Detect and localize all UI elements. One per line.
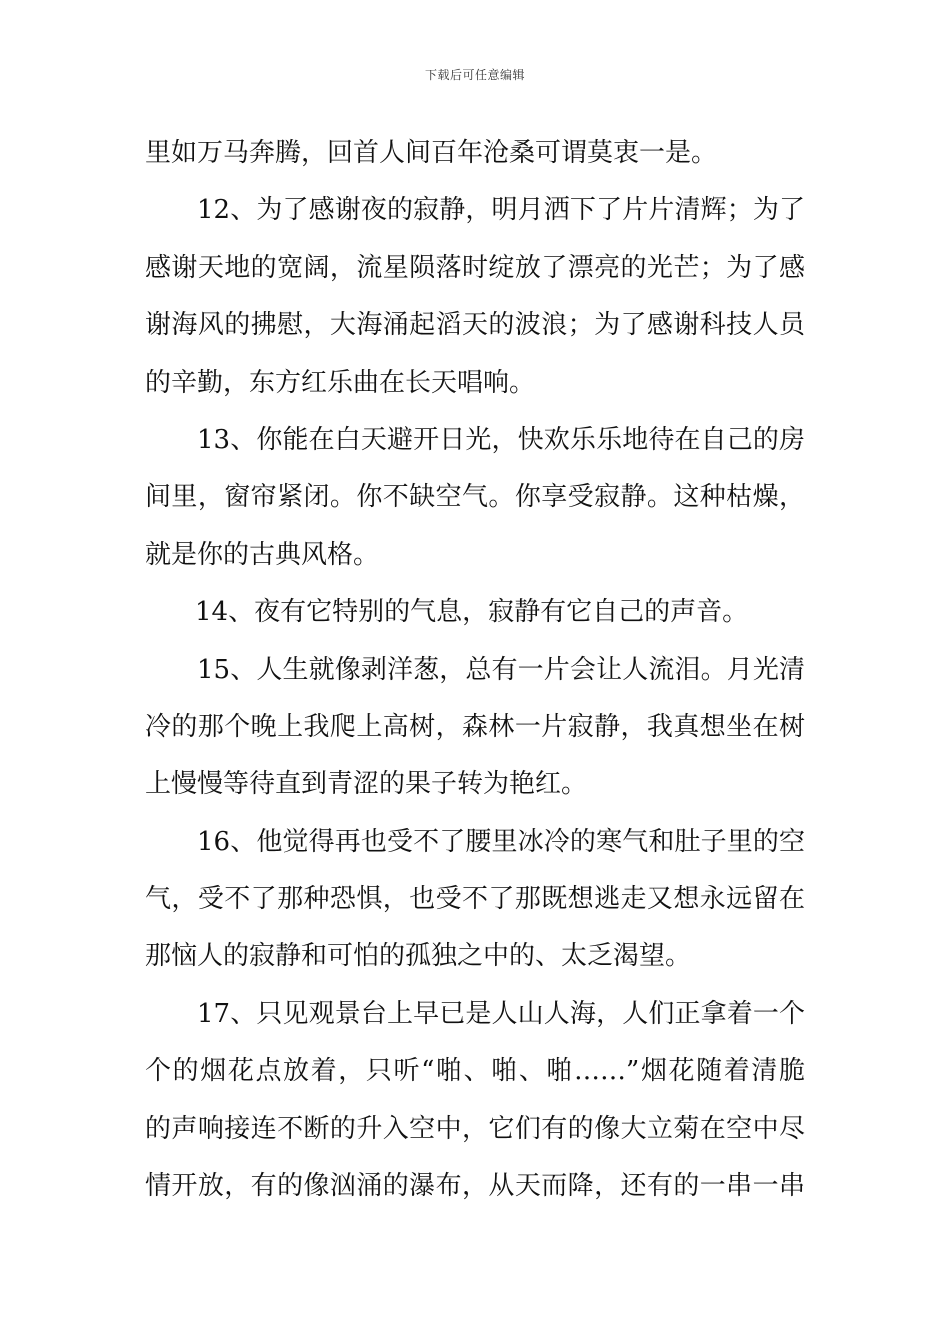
- page-header: 下载后可任意编辑: [424, 68, 525, 82]
- paragraph-line: 那恼人的寂静和可怕的孤独之中的、太乏渴望。: [145, 941, 692, 972]
- paragraph-line: 15、人生就像剥洋葱，总有一片会让人流泪。月光清: [197, 654, 805, 685]
- paragraph-line: 谢海风的拂慰，大海涌起滔天的波浪；为了感谢科技人员: [145, 310, 805, 341]
- paragraph-line: 就是你的古典风格。: [145, 539, 380, 570]
- paragraph-line: 14、夜有它特别的气息，寂静有它自己的声音。: [195, 597, 749, 628]
- paragraph-line: 气，受不了那种恐惧，也受不了那既想逃走又想永远留在: [145, 884, 805, 915]
- paragraph-line: 个的烟花点放着，只听“啪、啪、啪……”烟花随着清脆: [145, 1056, 805, 1087]
- paragraph-line: 间里，窗帘紧闭。你不缺空气。你享受寂静。这种枯燥，: [145, 482, 805, 513]
- paragraph-line: 16、他觉得再也受不了腰里冰冷的寒气和肚子里的空: [197, 826, 805, 857]
- paragraph-line: 感谢天地的宽阔，流星陨落时绽放了漂亮的光芒；为了感: [145, 252, 805, 283]
- paragraph-line: 里如万马奔腾，回首人间百年沧桑可谓莫衷一是。: [145, 138, 718, 168]
- paragraph-line: 情开放，有的像汹涌的瀑布，从天而降，还有的一串一串: [145, 1171, 805, 1202]
- paragraph-line: 冷的那个晚上我爬上高树，森林一片寂静，我真想坐在树: [145, 711, 805, 742]
- paragraph-line: 12、为了感谢夜的寂静，明月洒下了片片清辉；为了: [197, 195, 805, 226]
- paragraph-line: 的辛勤，东方红乐曲在长天唱响。: [145, 367, 536, 398]
- paragraph-line: 上慢慢等待直到青涩的果子转为艳红。: [145, 769, 588, 800]
- paragraph-line: 13、你能在白天避开日光，快欢乐乐地待在自己的房: [197, 424, 805, 455]
- paragraph-line: 17、只见观景台上早已是人山人海，人们正拿着一个: [197, 998, 805, 1029]
- paragraph-line: 的声响接连不断的升入空中，它们有的像大立菊在空中尽: [145, 1113, 805, 1144]
- document-body: [145, 125, 805, 1215]
